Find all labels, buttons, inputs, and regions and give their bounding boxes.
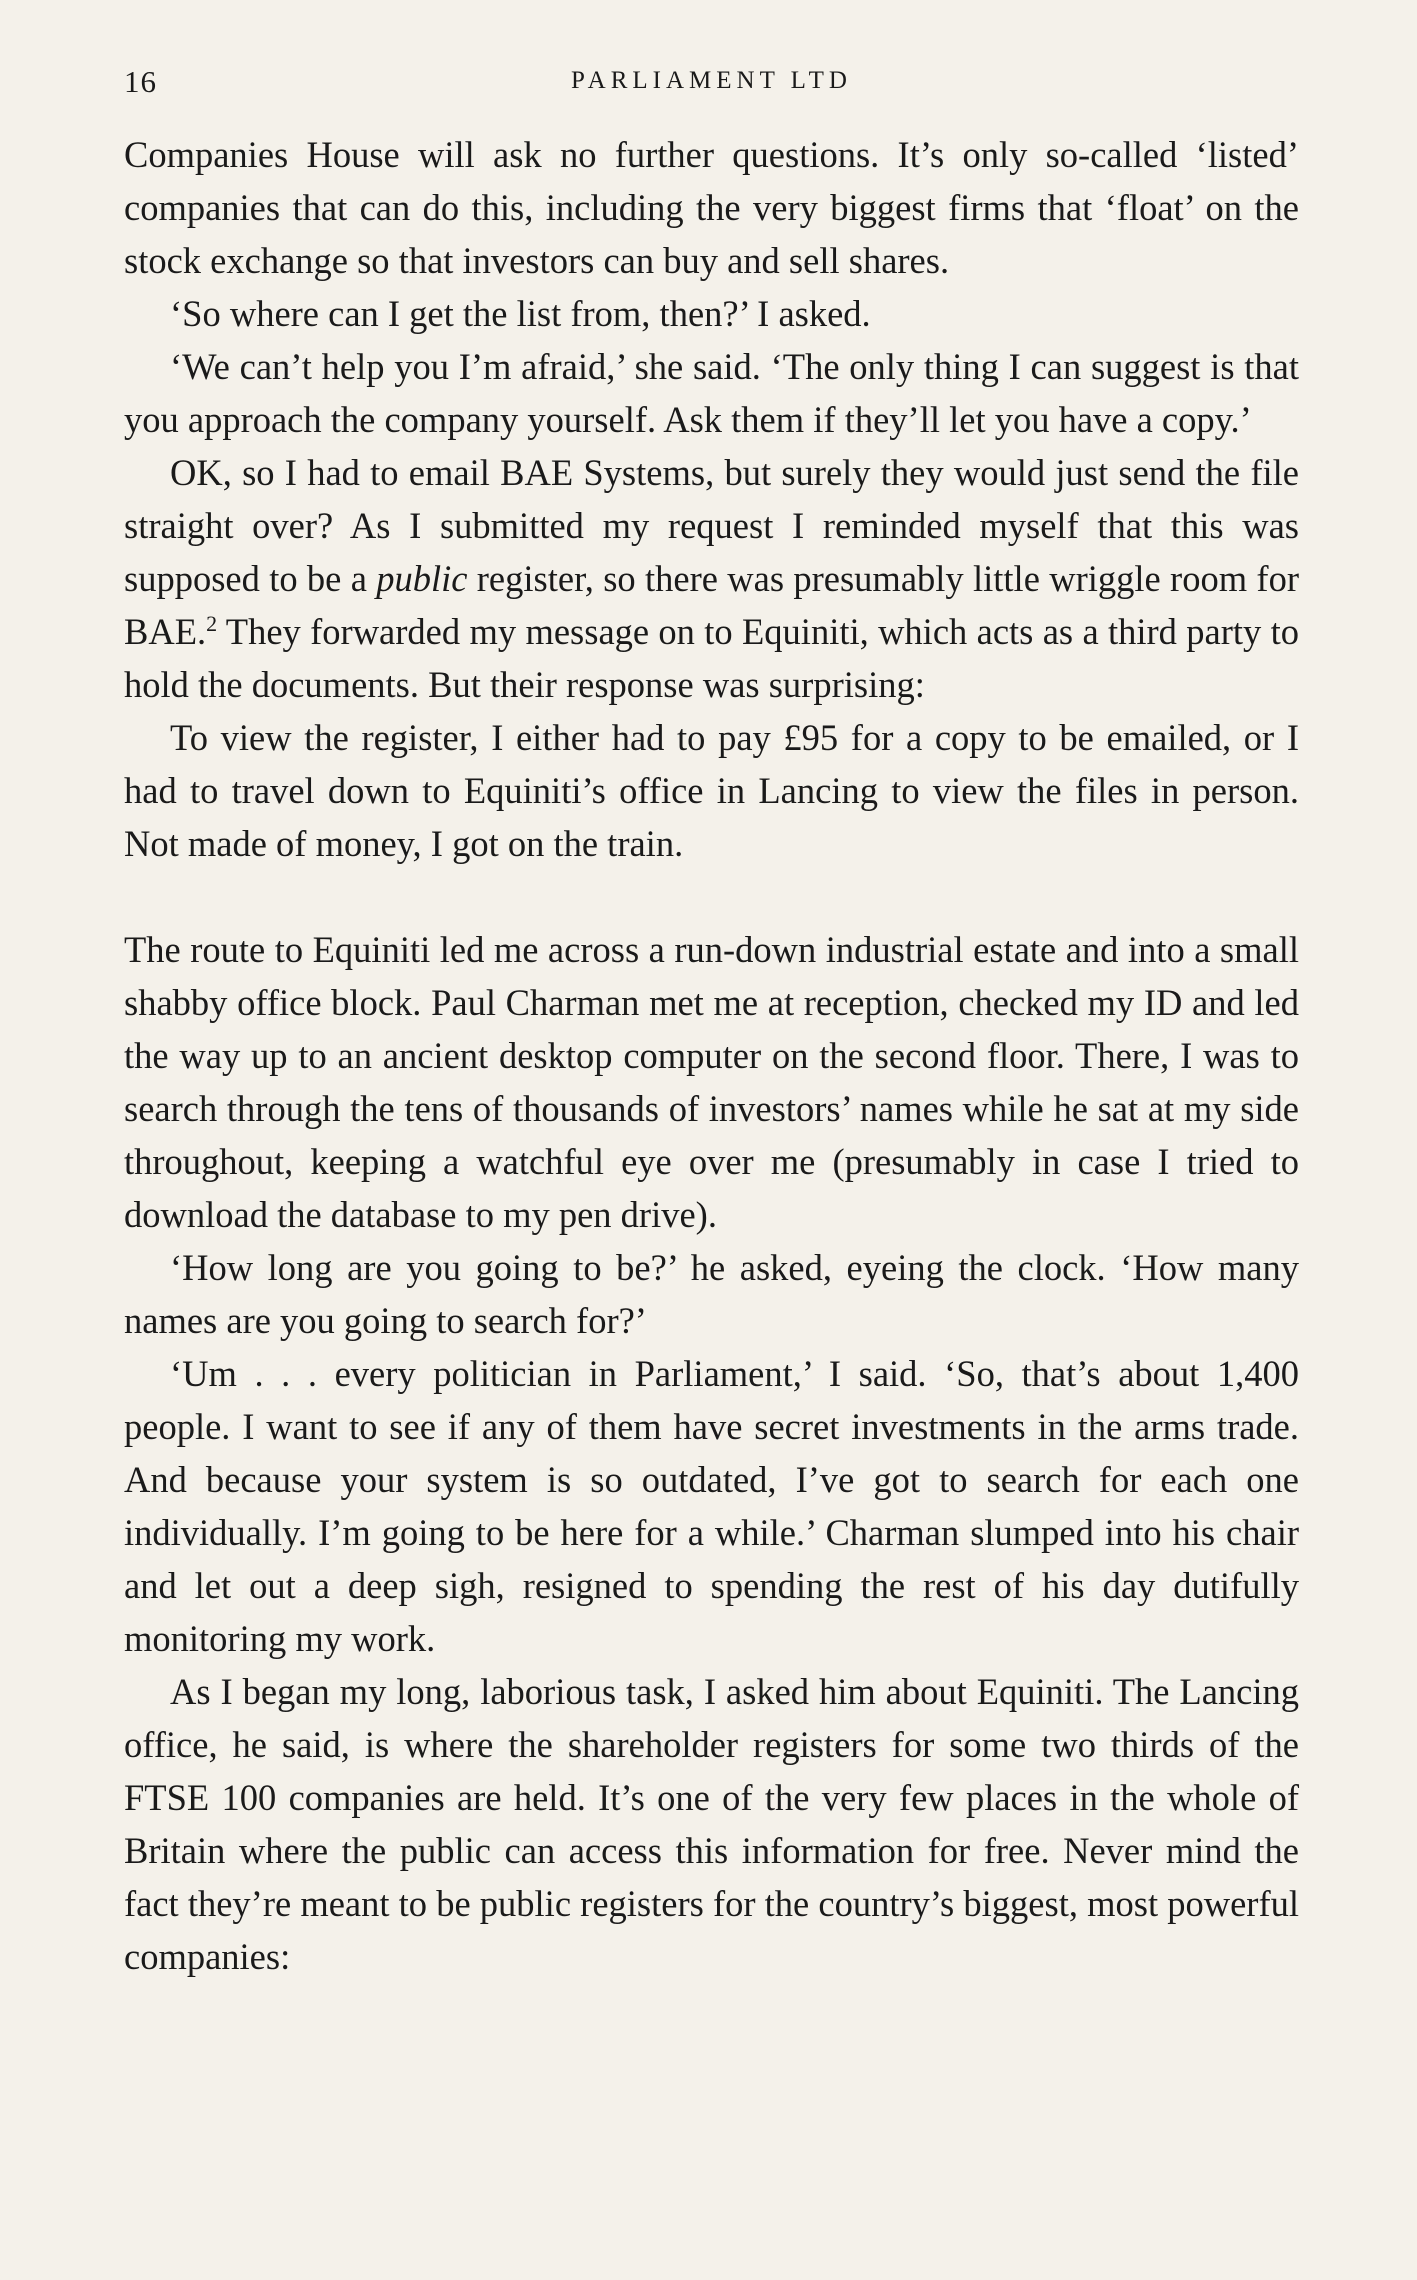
footnote-reference: 2 (206, 610, 218, 636)
emphasis-public: public (376, 558, 468, 599)
paragraph-6: The route to Equiniti led me across a run-down industrial estate and into a small shabby office block. Paul Charman met me at reception, checked my ID and led the way up to an ancient desktop computer on the second floor. There, I was to search through the tens of thousands of investors’ names while he sat at my side throughout, keeping a watchful eye over me (presumably in case I tried to download the database to my pen drive). (124, 929, 1299, 1235)
paragraph-8: ‘Um . . . every politician in Parliament,’ I said. ‘So, that’s about 1,400 people. I want to see if any of them have secret investments in the arms trade. And because your system is so outdated, I’ve got to search for each one individually. I’m going to be here for a while.’ Charman slumped into his chair and let out a deep sigh, resigned to spending the rest of his day dutifully monitoring my work. (124, 1353, 1299, 1659)
page-number: 16 (124, 64, 157, 99)
body-text (124, 128, 1299, 1983)
running-head (124, 64, 1299, 104)
paragraph-4 (124, 446, 1299, 711)
running-title: PARLIAMENT LTD (571, 67, 852, 94)
paragraph-1: Companies House will ask no further questions. It’s only so-called ‘listed’ companies that can do this, including the very biggest firms that ‘float’ on the stock exchange so that investors can buy and sell shares. (124, 134, 1299, 281)
paragraph-4-part-b: register, so there was presumably little wriggle room for BAE. (124, 558, 1299, 652)
paragraph-4-part-c: They forwarded my message on to Equiniti, which acts as a third party to hold the documents. But their response was surprising: (124, 611, 1299, 705)
paragraph-4-part-a: OK, so I had to email BAE Systems, but surely they would just send the file straight over? As I submitted my request I reminded myself that this was supposed to be a (124, 452, 1299, 599)
paragraph-9: As I began my long, laborious task, I asked him about Equiniti. The Lancing office, he said, is where the shareholder registers for some two thirds of the FTSE 100 companies are held. It’s one of the very few places in the whole of Britain where the public can access this information for free. Never mind the fact they’re meant to be public registers for the country’s biggest, most powerful companies: (124, 1671, 1299, 1977)
paragraph-3: ‘We can’t help you I’m afraid,’ she said. ‘The only thing I can suggest is that you approach the company yourself. Ask them if they’ll let you have a copy.’ (124, 346, 1299, 440)
section-break (124, 870, 1299, 923)
paragraph-5: To view the register, I either had to pay £95 for a copy to be emailed, or I had to travel down to Equiniti’s office in Lancing to view the files in person. Not made of money, I got on the train. (124, 717, 1299, 864)
paragraph-7: ‘How long are you going to be?’ he asked, eyeing the clock. ‘How many names are you going to search for?’ (124, 1247, 1299, 1341)
paragraph-2: ‘So where can I get the list from, then?’ I asked. (170, 293, 871, 334)
